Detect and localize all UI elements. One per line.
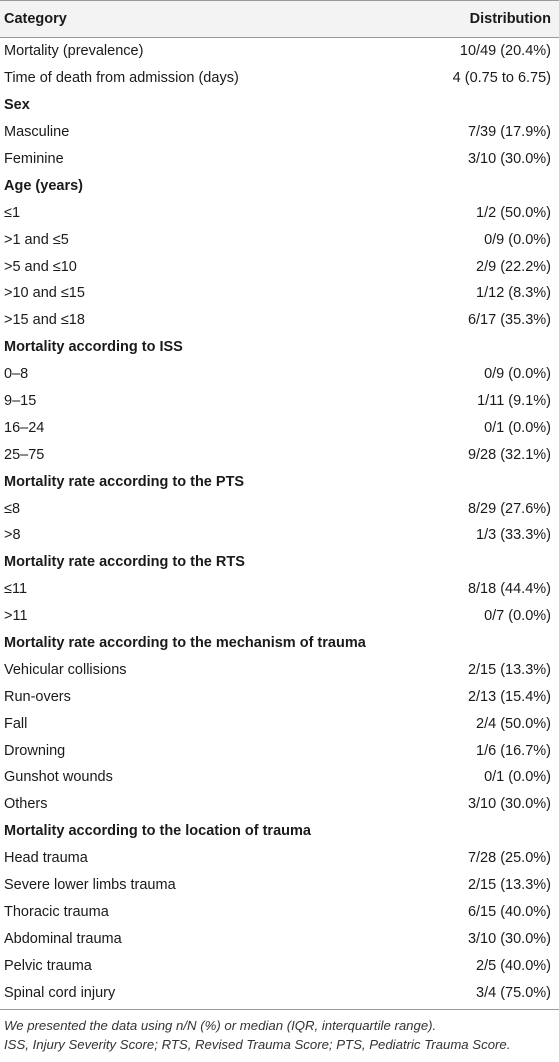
table-row	[0, 710, 559, 737]
section-header-row	[0, 549, 559, 576]
table-row	[0, 737, 559, 764]
table-row	[0, 119, 559, 146]
distribution-cell: 2/4 (50.0%)	[476, 715, 551, 732]
category-cell: Fall	[4, 715, 28, 732]
distribution-cell: 1/2 (50.0%)	[476, 204, 551, 221]
table-row	[0, 65, 559, 92]
distribution-cell: 1/12 (8.3%)	[476, 285, 551, 302]
distribution-cell: 8/29 (27.6%)	[467, 500, 551, 517]
category-cell: >10 and ≤15	[4, 285, 85, 302]
table-row	[0, 925, 559, 952]
table-row	[0, 146, 559, 173]
category-cell: Gunshot wounds	[4, 769, 113, 786]
table-row	[0, 226, 559, 253]
table-row	[0, 253, 559, 280]
section-label: Mortality according to ISS	[4, 339, 183, 356]
category-cell: Vehicular collisions	[4, 661, 127, 678]
table-row	[0, 683, 559, 710]
category-cell: Mortality (prevalence)	[4, 43, 144, 60]
distribution-cell: 1/11 (9.1%)	[477, 393, 551, 410]
category-cell: >1 and ≤5	[4, 231, 69, 248]
section-label: Age (years)	[4, 177, 83, 194]
category-cell: 9–15	[4, 393, 37, 410]
table-row	[0, 845, 559, 872]
table-row	[0, 388, 559, 415]
distribution-cell: 2/15 (13.3%)	[467, 877, 551, 894]
table-row	[0, 899, 559, 926]
category-cell: 25–75	[4, 446, 45, 463]
table-row	[0, 656, 559, 683]
section-header-row	[0, 92, 559, 119]
category-cell: Run-overs	[4, 688, 71, 705]
distribution-cell: 3/10 (30.0%)	[467, 151, 551, 167]
category-cell: ≤8	[4, 500, 21, 517]
distribution-cell: 0/9 (0.0%)	[484, 231, 551, 248]
category-cell: Severe lower limbs trauma	[4, 877, 176, 894]
section-header-row	[0, 630, 559, 657]
category-cell: Thoracic trauma	[4, 903, 109, 920]
table-row	[0, 872, 559, 899]
section-label: Sex	[4, 97, 30, 114]
table-row	[0, 38, 559, 65]
category-cell: Feminine	[4, 151, 64, 167]
category-cell: ≤1	[4, 204, 21, 221]
table-body	[0, 38, 559, 1006]
section-header-row	[0, 334, 559, 361]
distribution-cell: 2/13 (15.4%)	[467, 688, 551, 705]
table-row	[0, 522, 559, 549]
table-row	[0, 307, 559, 334]
table-row	[0, 414, 559, 441]
category-column-header: Category	[4, 11, 67, 27]
distribution-cell: 9/28 (32.1%)	[467, 446, 551, 463]
distribution-cell: 3/10 (30.0%)	[467, 930, 551, 947]
distribution-cell: 2/9 (22.2%)	[476, 258, 551, 275]
section-label: Mortality according to the location of trauma	[4, 823, 311, 840]
section-label: Mortality rate according to the RTS	[4, 554, 245, 571]
table-row	[0, 952, 559, 979]
category-cell: Pelvic trauma	[4, 957, 92, 974]
category-cell: Time of death from admission (days)	[4, 70, 239, 87]
section-header-row	[0, 468, 559, 495]
category-cell: Spinal cord injury	[4, 984, 116, 1001]
distribution-cell: 6/15 (40.0%)	[467, 903, 551, 920]
table-header	[0, 0, 559, 38]
table-row	[0, 791, 559, 818]
category-cell: Others	[4, 796, 48, 813]
table-row	[0, 280, 559, 307]
category-cell: Head trauma	[4, 850, 88, 867]
distribution-cell: 10/49 (20.4%)	[459, 43, 551, 60]
category-cell: 16–24	[4, 419, 45, 436]
category-cell: >11	[4, 608, 28, 625]
table-row	[0, 495, 559, 522]
table-row	[0, 441, 559, 468]
category-cell: Drowning	[4, 742, 66, 759]
table-row	[0, 576, 559, 603]
distribution-cell: 7/28 (25.0%)	[467, 850, 551, 867]
table-row	[0, 979, 559, 1006]
category-cell: Masculine	[4, 124, 70, 141]
distribution-cell: 3/10 (30.0%)	[467, 796, 551, 813]
table-row	[0, 361, 559, 388]
section-label: Mortality rate according to the mechanism of trauma	[4, 635, 366, 652]
category-cell: ≤11	[4, 581, 28, 598]
distribution-cell: 0/9 (0.0%)	[484, 366, 551, 383]
distribution-column-header: Distribution	[469, 11, 551, 27]
section-label: Mortality rate according to the PTS	[4, 473, 245, 490]
distribution-cell: 0/1 (0.0%)	[484, 419, 551, 436]
category-cell: >8	[4, 527, 21, 544]
footnote: ISS, Injury Severity Score; RTS, Revised Trauma Score; PTS, Pediatric Trauma Score.	[4, 1037, 511, 1053]
distribution-cell: 1/3 (33.3%)	[476, 527, 551, 544]
section-header-row	[0, 818, 559, 845]
category-cell: 0–8	[4, 366, 29, 383]
table-row	[0, 199, 559, 226]
category-cell: >5 and ≤10	[4, 258, 77, 275]
table-row	[0, 603, 559, 630]
table-row	[0, 764, 559, 791]
distribution-cell: 0/7 (0.0%)	[484, 608, 551, 625]
category-cell: Abdominal trauma	[4, 930, 122, 947]
distribution-cell: 2/5 (40.0%)	[476, 957, 551, 974]
distribution-cell: 4 (0.75 to 6.75)	[452, 70, 551, 87]
section-header-row	[0, 172, 559, 199]
distribution-cell: 7/39 (17.9%)	[467, 124, 551, 141]
distribution-cell: 0/1 (0.0%)	[484, 769, 551, 786]
distribution-cell: 8/18 (44.4%)	[467, 581, 551, 598]
distribution-cell: 1/6 (16.7%)	[476, 742, 551, 759]
distribution-cell: 2/15 (13.3%)	[467, 661, 551, 678]
distribution-cell: 6/17 (35.3%)	[467, 312, 551, 329]
category-cell: >15 and ≤18	[4, 312, 85, 329]
footnote: We presented the data using n/N (%) or median (IQR, interquartile range).	[4, 1018, 437, 1034]
distribution-cell: 3/4 (75.0%)	[476, 984, 551, 1001]
table-footnotes	[0, 1009, 559, 1054]
